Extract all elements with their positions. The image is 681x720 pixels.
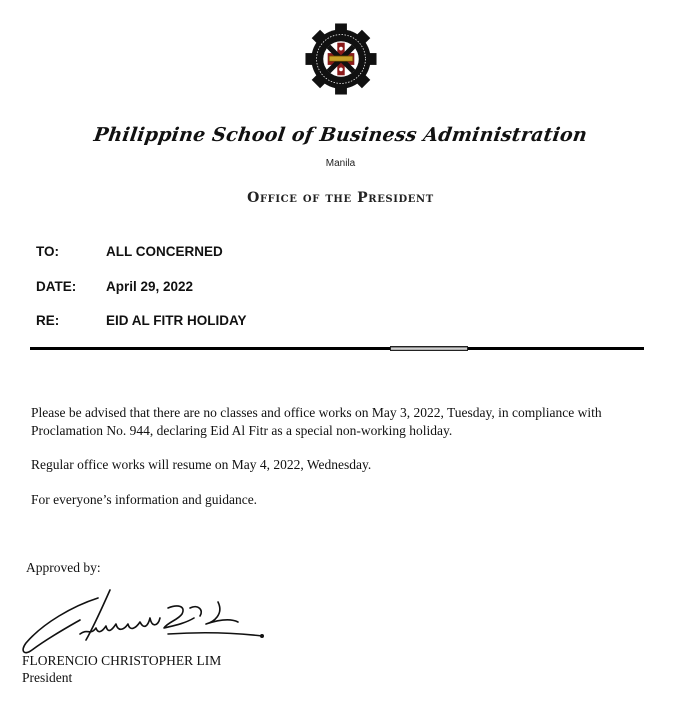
date-value: April 29, 2022	[106, 279, 194, 294]
signer-title: President	[22, 670, 73, 685]
approved-by-label: Approved by:	[26, 560, 101, 575]
institution-city: Manila	[325, 158, 356, 169]
date-label: DATE:	[36, 279, 77, 294]
to-value: ALL CONCERNED	[106, 244, 223, 259]
header-divider	[30, 347, 644, 350]
body-paragraph-3: For everyone’s information and guidance.	[31, 492, 258, 507]
re-value: EID AL FITR HOLIDAY	[106, 313, 247, 328]
institution-name: Philippine School of Business Administration	[92, 124, 589, 146]
body-paragraph-1: Please be advised that there are no classes and office works on May 3, 2022, Tuesday, in compliance with Proclamation No. 944, declaring Eid Al Fitr as a special non-working holiday.	[31, 405, 602, 438]
signature-icon	[18, 588, 268, 658]
office-title: Office of the President	[247, 190, 434, 206]
signer-name: FLORENCIO CHRISTOPHER LIM	[22, 653, 222, 668]
school-seal-logo-icon	[304, 22, 378, 96]
memo-to-row	[36, 244, 223, 259]
divider-accent	[390, 346, 468, 351]
to-label: TO:	[36, 244, 59, 259]
body-paragraph-2: Regular office works will resume on May 4, 2022, Wednesday.	[31, 457, 372, 472]
re-label: RE:	[36, 313, 60, 328]
memo-re-row	[36, 313, 247, 328]
memo-date-row	[36, 279, 193, 294]
